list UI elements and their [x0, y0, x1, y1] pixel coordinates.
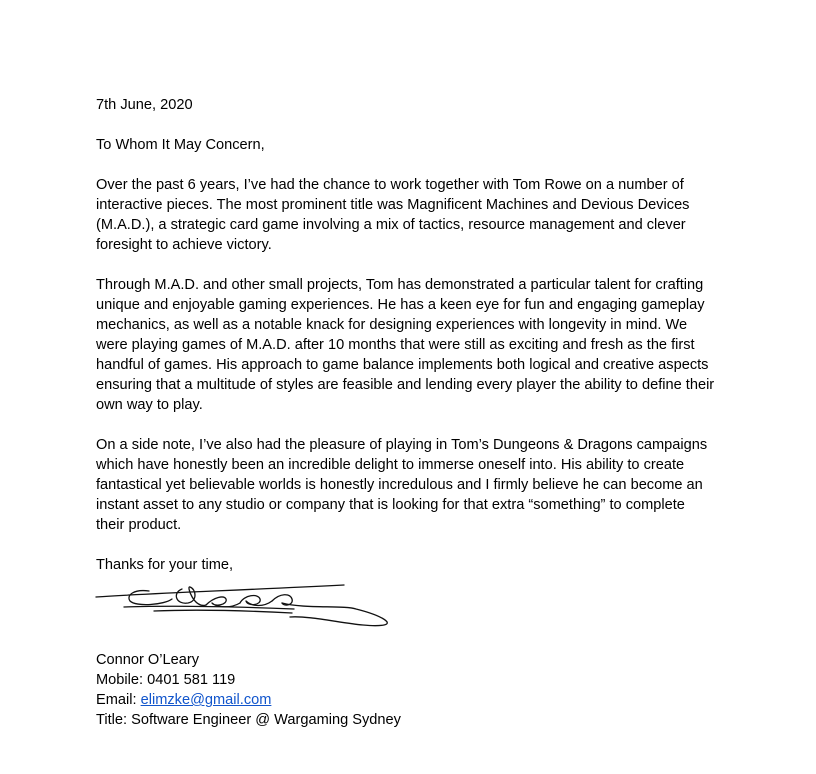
letter-date: 7th June, 2020 [96, 97, 193, 113]
paragraph-line: mechanics, as well as a notable knack for designing experiences with longevity in mind. We [96, 317, 688, 333]
paragraph-line: which have honestly been an incredible delight to immerse oneself into. His ability to create [96, 457, 685, 473]
mobile-label: Mobile: [96, 672, 148, 688]
paragraph-line: own way to play. [96, 397, 203, 413]
paragraph-line: instant asset to any studio or company that is looking for that extra “something” to complete [96, 497, 685, 513]
job-title: Software Engineer @ Wargaming Sydney [131, 712, 401, 728]
paragraph-line: interactive pieces. The most prominent title was Magnificent Machines and Devious Devices [96, 197, 690, 213]
paragraph-1 [96, 175, 726, 255]
contact-block [96, 650, 726, 730]
paragraph-line: (M.A.D.), a strategic card game involving a mix of tactics, resource management and clever [96, 217, 686, 233]
paragraph-2 [96, 275, 726, 415]
paragraph-line: were playing games of M.A.D. after 10 months that were still as exciting and fresh as the first [96, 337, 695, 353]
letter-body [96, 95, 726, 730]
email-label: Email: [96, 692, 141, 708]
salutation: To Whom It May Concern, [96, 137, 265, 153]
paragraph-line: handful of games. His approach to game balance implements both logical and creative aspects [96, 357, 709, 373]
signer-name: Connor O’Leary [96, 652, 200, 668]
title-row [96, 710, 726, 730]
paragraph-line: Over the past 6 years, I’ve had the chance to work together with Tom Rowe on a number of [96, 177, 684, 193]
paragraph-line: ensuring that a multitude of styles are feasible and lending every player the ability to define their [96, 377, 715, 393]
paragraph-3 [96, 435, 726, 535]
paragraph-line: their product. [96, 517, 182, 533]
closing-line: Thanks for your time, [96, 557, 234, 573]
paragraph-line: On a side note, I’ve also had the pleasure of playing in Tom’s Dungeons & Dragons campaigns [96, 437, 708, 453]
mobile-row [96, 670, 726, 690]
paragraph-line: Through M.A.D. and other small projects, Tom has demonstrated a particular talent for crafting [96, 277, 704, 293]
title-label: Title: [96, 712, 132, 728]
paragraph-line: foresight to achieve victory. [96, 237, 272, 253]
mobile-number: 0401 581 119 [147, 672, 236, 688]
handwritten-signature [94, 575, 726, 650]
paragraph-line: unique and enjoyable gaming experiences. He has a keen eye for fun and engaging gameplay [96, 297, 705, 313]
email-row [96, 690, 726, 710]
signature-drawing [94, 579, 404, 639]
email-link[interactable]: elimzke@gmail.com [140, 692, 272, 708]
paragraph-line: fantastical yet believable worlds is honestly incredulous and I firmly believe he can become an [96, 477, 703, 493]
